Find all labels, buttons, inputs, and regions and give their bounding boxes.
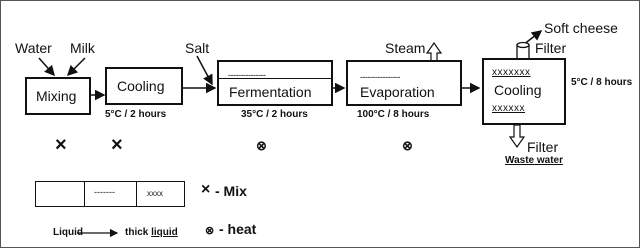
filter-bottom-label: Filter <box>527 139 559 155</box>
mixing-mix-symbol: × <box>55 134 67 156</box>
water-arrow <box>39 58 54 75</box>
fermentation-dash: --------------- <box>228 70 266 80</box>
fermentation-conditions: 35°C / 2 hours <box>241 109 308 120</box>
evaporation-box <box>346 60 462 106</box>
mixing-label: Mixing <box>36 88 77 104</box>
waste-water-label: Waste water <box>505 155 563 166</box>
legend-thick-word: thick <box>125 227 149 238</box>
filter-bottom-arrow <box>510 125 524 147</box>
salt-label: Salt <box>185 40 210 56</box>
fermentation-divider <box>219 78 331 79</box>
cooling-box-2 <box>482 58 566 125</box>
cooling-1-label: Cooling <box>117 78 165 94</box>
legend-heat-label: - heat <box>219 221 257 237</box>
legend-cell-dash: ------- <box>85 182 137 206</box>
legend-heat-symbol: ⊗ <box>205 225 215 237</box>
filter-top-label: Filter <box>535 40 567 56</box>
legend-liquid-word: liquid <box>151 227 178 238</box>
cooling-1-conditions: 5°C / 2 hours <box>105 109 167 120</box>
milk-label: Milk <box>70 40 95 56</box>
evaporation-label: Evaporation <box>360 84 435 100</box>
steam-label: Steam <box>385 40 426 56</box>
salt-arrow <box>197 56 212 84</box>
cooling-2-x-bottom: xxxxxx <box>492 103 525 114</box>
evaporation-dash: ---------------- <box>360 72 400 82</box>
water-label: Water <box>15 40 52 56</box>
legend-thick-liquid-label <box>125 227 178 238</box>
soft-cheese-label: Soft cheese <box>544 20 618 36</box>
cooling-2-conditions: 5°C / 8 hours <box>571 77 633 88</box>
legend-cell-x: xxxx <box>147 189 163 198</box>
fermentation-label: Fermentation <box>229 84 312 100</box>
cooling-2-label: Cooling <box>494 82 542 98</box>
cooling-mix-symbol: × <box>111 134 123 156</box>
legend-mix-label: - Mix <box>215 183 247 199</box>
fermentation-heat-symbol: ⊗ <box>256 138 267 153</box>
legend-bar <box>35 181 185 207</box>
legend-liquid-label: Liquid <box>53 227 83 238</box>
milk-arrow <box>68 58 85 75</box>
cooling-2-x-top: xxxxxxx <box>492 67 531 78</box>
evaporation-heat-symbol: ⊗ <box>402 138 413 153</box>
legend-mix-symbol: × <box>201 181 211 198</box>
legend-cell-liquid <box>36 182 85 206</box>
filter-top-cylinder <box>517 43 529 60</box>
mixing-box <box>25 77 91 115</box>
evaporation-conditions: 100°C / 8 hours <box>357 109 430 120</box>
fermentation-box <box>217 60 333 106</box>
cooling-box-1 <box>105 67 183 105</box>
